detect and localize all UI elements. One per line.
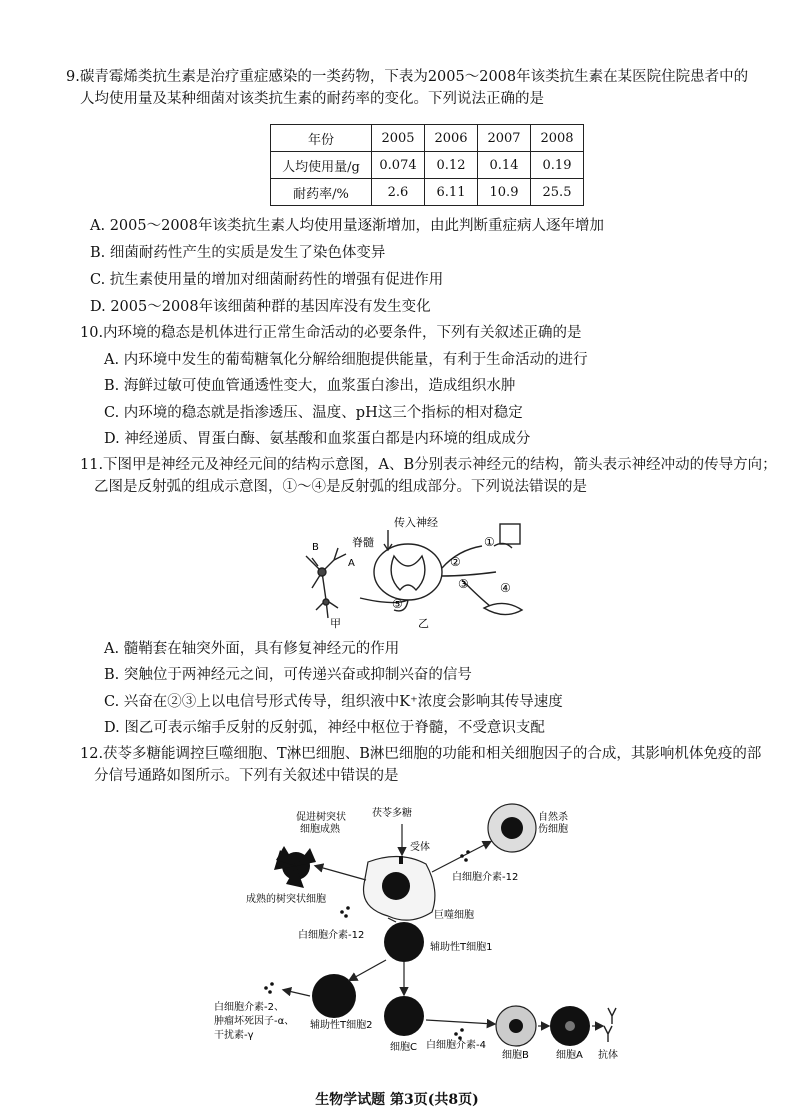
q9-option-b[interactable]: B. 细菌耐药性产生的实质是发生了染色体变异 [90, 245, 386, 261]
table-cell: 6.11 [425, 179, 478, 206]
fig12-il2-2: 肿瘤坏死因子-α、 [214, 1016, 295, 1027]
fig12-cell-c: 细胞C [390, 1042, 417, 1053]
q9-table [270, 124, 584, 206]
q10-option-c[interactable]: C. 内环境的稳态就是指渗透压、温度、pH这三个指标的相对稳定 [104, 405, 523, 421]
fig11-label-afferent: 传入神经 [394, 516, 438, 529]
fig12-il2-1: 白细胞介素-2、 [214, 1002, 284, 1013]
q11-line2: 乙图是反射弧的组成示意图，①～④是反射弧的组成部分。下列说法错误的是 [94, 479, 587, 495]
receptor-mark [399, 856, 403, 864]
page-footer: 生物学试题 第3页(共8页) [315, 1092, 479, 1108]
fig12-nk-2: 伤细胞 [538, 824, 568, 835]
q11-option-b[interactable]: B. 突触位于两神经元之间，可传递兴奋或抑制兴奋的信号 [104, 667, 472, 683]
table-cell: 10.9 [478, 179, 531, 206]
q10-option-d[interactable]: D. 神经递质、胃蛋白酶、氨基酸和血浆蛋白都是内环境的组成成分 [104, 431, 531, 447]
table-cell: 人均使用量/g [271, 152, 372, 179]
th2-cell-left [312, 974, 356, 1018]
q12-line1: 12.茯苓多糖能调控巨噬细胞、T淋巴细胞、B淋巴细胞的功能和相关细胞因子的合成，其影响机体免疫的部 [80, 746, 762, 762]
table-cell: 0.12 [425, 152, 478, 179]
th1-cell [384, 922, 424, 962]
table-cell: 2.6 [372, 179, 425, 206]
fig11-n4: ④ [500, 581, 511, 595]
fig12-poria: 茯苓多糖 [372, 808, 412, 819]
q9-line2: 人均使用量及某种细菌对该类抗生素的耐药率的变化。下列说法正确的是 [80, 91, 544, 107]
fig12-antibody: 抗体 [598, 1050, 618, 1061]
fig11-n2: ② [450, 555, 461, 569]
fig12-promote-dc-2: 细胞成熟 [300, 824, 340, 835]
fig12-il12-top: 白细胞介素-12 [452, 872, 519, 883]
fig12-th1: 辅助性T细胞1 [430, 942, 493, 953]
table-cell: 25.5 [531, 179, 584, 206]
table-cell: 2007 [478, 125, 531, 152]
fig11-label-jia: 甲 [330, 617, 341, 630]
fig12-mature-dc: 成熟的树突状细胞 [246, 894, 326, 905]
table-cell: 年份 [271, 125, 372, 152]
table-row [271, 152, 584, 179]
fig12-receptor: 受体 [410, 842, 430, 853]
table-cell: 0.19 [531, 152, 584, 179]
table-cell: 2006 [425, 125, 478, 152]
q10-stem: 10.内环境的稳态是机体进行正常生命活动的必要条件，下列有关叙述正确的是 [80, 325, 582, 341]
table-header-row [271, 125, 584, 152]
q11-option-a[interactable]: A. 髓鞘套在轴突外面，具有修复神经元的作用 [104, 641, 400, 657]
dendritic-cell [274, 846, 316, 888]
fig12-cell-a: 细胞A [556, 1050, 583, 1061]
q9-stem [66, 66, 749, 110]
fig11-label-spine: 脊髓 [352, 536, 374, 549]
antibody-icon [604, 1008, 616, 1042]
fig12-macrophage: 巨噬细胞 [434, 910, 474, 921]
fig11-n3: ③ [458, 577, 469, 591]
q10-option-a[interactable]: A. 内环境中发生的葡萄糖氧化分解给细胞提供能量，有利于生命活动的进行 [104, 352, 588, 368]
table-cell: 0.14 [478, 152, 531, 179]
fig11-n1: ① [484, 535, 495, 549]
q11-stem [80, 454, 780, 498]
q10-option-b[interactable]: B. 海鲜过敏可使血管通透性变大，血浆蛋白渗出，造成组织水肿 [104, 378, 516, 394]
q11-line1: 11.下图甲是神经元及神经元间的结构示意图，A、B分别表示神经元的结构，箭头表示神经冲动的传导方向； [80, 457, 777, 473]
q11-option-d[interactable]: D. 图乙可表示缩手反射的反射弧，神经中枢位于脊髓，不受意识支配 [104, 720, 545, 736]
q9-option-c[interactable]: C. 抗生素使用量的增加对细菌耐药性的增强有促进作用 [90, 272, 444, 288]
fig11-n5: ⑤ [392, 597, 403, 611]
fig12-cell-b: 细胞B [502, 1050, 529, 1061]
fig12-nk-1: 自然杀 [538, 812, 568, 823]
cell-c [384, 996, 424, 1036]
fig12-promote-dc-1: 促进树突状 [296, 812, 346, 823]
table-cell: 0.074 [372, 152, 425, 179]
q9-option-a[interactable]: A. 2005～2008年该类抗生素人均使用量逐渐增加，由此判断重症病人逐年增加 [90, 218, 604, 234]
macrophage-nucleus [382, 872, 410, 900]
table-cell: 2008 [531, 125, 584, 152]
fig12-il2-3: 干扰素-γ [214, 1030, 254, 1041]
q12-stem [80, 743, 780, 787]
fig11-label-b: B [312, 542, 319, 553]
table-cell: 2005 [372, 125, 425, 152]
q11-figure [290, 510, 530, 630]
q11-option-c[interactable]: C. 兴奋在②③上以电信号形式传导，组织液中K⁺浓度会影响其传导速度 [104, 694, 563, 710]
q9-line1: 9.碳青霉烯类抗生素是治疗重症感染的一类药物，下表为2005～2008年该类抗生素在某医院住院患者中的 [66, 69, 749, 85]
table-row [271, 179, 584, 206]
fig11-label-yi: 乙 [418, 617, 429, 630]
table-cell: 耐药率/% [271, 179, 372, 206]
q9-option-d[interactable]: D. 2005～2008年该细菌种群的基因库没有发生变化 [90, 299, 431, 315]
fig12-il4: 白细胞介素-4 [426, 1040, 486, 1051]
fig11-label-a: A [348, 558, 355, 569]
q12-figure [200, 800, 640, 1080]
fig12-th2: 辅助性T细胞2 [310, 1020, 373, 1031]
fig12-il12-left: 白细胞介素-12 [298, 930, 365, 941]
q12-line2: 分信号通路如图所示。下列有关叙述中错误的是 [94, 768, 399, 784]
